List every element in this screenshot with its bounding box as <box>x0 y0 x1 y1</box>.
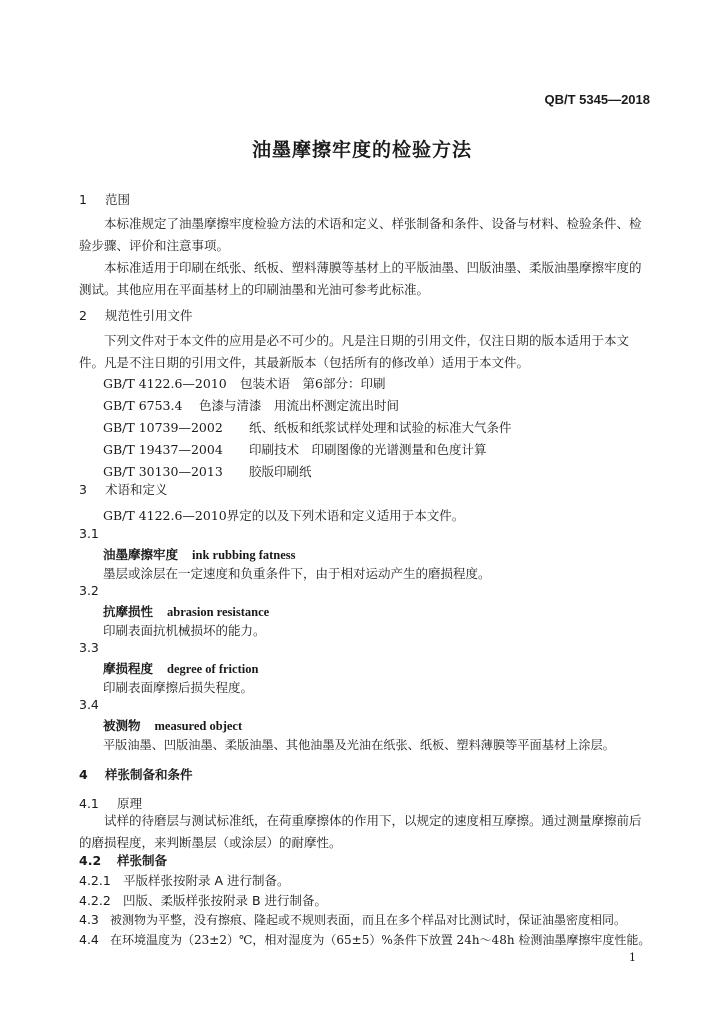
term-english: ink rubbing fatness <box>192 548 296 562</box>
subsection-number: 4.1 <box>79 796 99 811</box>
reference-code: GB/T 4122.6—2010 <box>103 376 227 391</box>
term-chinese: 抗摩损性 <box>103 604 154 619</box>
reference-title: 胶版印刷纸 <box>249 464 312 479</box>
reference-title: 纸、纸板和纸浆试样处理和试验的标准大气条件 <box>249 420 512 435</box>
subsection-title: 样张制备 <box>117 853 168 868</box>
subsection-title: 原理 <box>117 796 143 811</box>
term-entry <box>103 545 296 563</box>
term-chinese: 摩损程度 <box>103 661 154 676</box>
term-number: 3.4 <box>79 697 99 712</box>
term-english: abrasion resistance <box>167 605 270 619</box>
clause-4-2-1 <box>79 871 290 889</box>
term-definition: 平版油墨、凹版油墨、柔版油墨、其他油墨及光油在纸张、纸板、塑料薄膜等平面基材上涂层。 <box>103 738 615 752</box>
reference-title: 包装术语 第6部分：印刷 <box>240 376 386 391</box>
term-chinese: 被测物 <box>103 718 141 733</box>
terms-intro: GB/T 4122.6—2010界定的以及下列术语和定义适用于本文件。 <box>103 508 465 523</box>
reference-code: GB/T 19437—2004 <box>103 442 223 457</box>
section-title: 样张制备和条件 <box>105 767 193 782</box>
term-chinese: 油墨摩擦牢度 <box>103 547 179 562</box>
principle-paragraph: 试样的待磨层与测试标准纸，在荷重摩擦体的作用下，以规定的速度相互摩擦。通过测量摩擦前后的磨损程度，来判断墨层（或涂层）的耐摩性。 <box>79 813 642 850</box>
term-definition: 墨层或涂层在一定速度和负重条件下，由于相对运动产生的磨损程度。 <box>103 566 491 581</box>
page-number: 1 <box>629 951 636 964</box>
term-definition: 印刷表面摩擦后损失程度。 <box>103 680 254 695</box>
term-entry <box>103 659 258 677</box>
section-number: 3 <box>79 482 87 497</box>
clause-4-2-2 <box>79 891 327 909</box>
term-english: measured object <box>154 719 243 733</box>
reference-code: GB/T 10739—2002 <box>103 420 223 435</box>
reference-item <box>103 374 385 392</box>
clause-number: 4.2.1 <box>79 873 111 888</box>
reference-title: 色漆与清漆 用流出杯测定流出时间 <box>199 398 400 413</box>
reference-item <box>103 418 512 436</box>
subsection-4-2-heading <box>79 851 167 869</box>
scope-paragraph-1: 本标准规定了油墨摩擦牢度检验方法的术语和定义、样张制备和条件、设备与材料、检验条件、检验步骤、评价和注意事项。 <box>79 216 642 253</box>
reference-code: GB/T 30130—2013 <box>103 464 223 479</box>
clause-number: 4.2.2 <box>79 893 111 908</box>
clause-text: 在环境温度为（23±2）℃，相对湿度为（65±5）%条件下放置 24h～48h 检测油墨摩擦牢度性能。 <box>110 933 651 947</box>
term-entry <box>103 716 242 734</box>
section-3-heading <box>79 480 168 498</box>
document-title: 油墨摩擦牢度的检验方法 <box>251 139 472 161</box>
reference-item <box>103 462 312 480</box>
clause-4-4 <box>79 931 650 948</box>
clause-4-3 <box>79 911 626 928</box>
term-english: degree of friction <box>167 662 259 676</box>
section-4-heading <box>79 765 193 783</box>
section-number: 4 <box>79 767 88 782</box>
section-number: 1 <box>79 192 87 207</box>
reference-code: GB/T 6753.4 <box>103 398 183 413</box>
clause-text: 被测物为平整，没有擦痕、隆起或不规则表面，而且在多个样品对比测试时，保证油墨密度相同。 <box>110 913 627 927</box>
clause-number: 4.3 <box>79 912 99 927</box>
term-definition: 印刷表面抗机械损坏的能力。 <box>103 623 266 638</box>
section-2-heading <box>79 306 193 324</box>
reference-title: 印刷技术 印刷图像的光谱测量和色度计算 <box>249 442 487 457</box>
section-number: 2 <box>79 308 87 323</box>
standard-code: QB/T 5345—2018 <box>544 92 650 107</box>
clause-number: 4.4 <box>79 932 99 947</box>
clause-text: 凹版、柔版样张按附录 B 进行制备。 <box>123 893 328 908</box>
term-entry <box>103 602 269 620</box>
reference-item <box>103 440 487 458</box>
clause-text: 平版样张按附录 A 进行制备。 <box>123 873 290 888</box>
term-number: 3.2 <box>79 583 99 598</box>
subsection-number: 4.2 <box>79 853 102 868</box>
scope-paragraph-2: 本标准适用于印刷在纸张、纸板、塑料薄膜等基材上的平版油墨、凹版油墨、柔版油墨摩擦牢度的测试。其他应用在平面基材上的印刷油墨和光油可参考此标准。 <box>79 260 642 297</box>
term-number: 3.1 <box>79 526 99 541</box>
section-title: 规范性引用文件 <box>105 308 193 323</box>
section-title: 范围 <box>105 192 131 207</box>
section-title: 术语和定义 <box>105 482 168 497</box>
term-number: 3.3 <box>79 640 99 655</box>
section-1-heading <box>79 190 130 208</box>
normative-intro: 下列文件对于本文件的应用是必不可少的。凡是注日期的引用文件，仅注日期的版本适用于本文件。凡是不注日期的引用文件，其最新版本（包括所有的修改单）适用于本文件。 <box>79 333 630 370</box>
reference-item <box>103 396 399 414</box>
